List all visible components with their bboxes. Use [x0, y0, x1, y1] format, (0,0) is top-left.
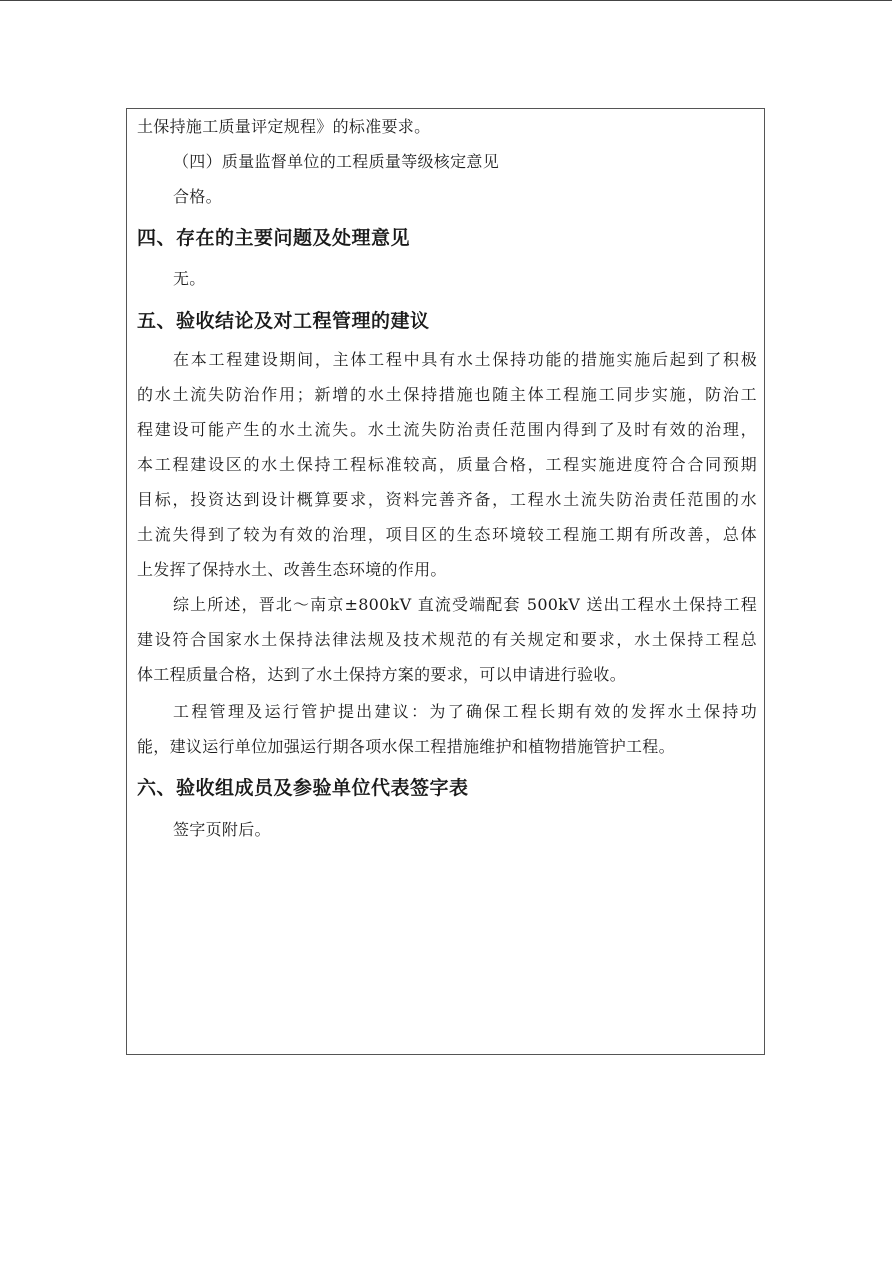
paragraph-line: 综上所述，晋北～南京±800kV 直流受端配套 500kV 送出工程水土保持工程: [173, 595, 757, 614]
section-heading-4: 四、存在的主要问题及处理意见: [137, 227, 411, 249]
paragraph-line: 的水土流失防治作用；新增的水土保持措施也随主体工程施工同步实施，防治工: [137, 385, 757, 404]
subsection-title: （四）质量监督单位的工程质量等级核定意见: [173, 152, 500, 171]
document-frame: [126, 108, 765, 1055]
text-line: 土保持施工质量评定规程》的标准要求。: [137, 117, 431, 136]
paragraph-line: 本工程建设区的水土保持工程标准较高，质量合格，工程实施进度符合合同预期: [137, 455, 757, 474]
paragraph-line: 体工程质量合格，达到了水土保持方案的要求，可以申请进行验收。: [137, 665, 627, 684]
paragraph-line: 能，建议运行单位加强运行期各项水保工程措施维护和植物措施管护工程。: [137, 737, 675, 756]
paragraph-line: 上发挥了保持水土、改善生态环境的作用。: [137, 560, 447, 579]
paragraph-line: 目标，投资达到设计概算要求，资料完善齐备，工程水土流失防治责任范围的水: [137, 490, 757, 509]
paragraph-line: 在本工程建设期间，主体工程中具有水土保持功能的措施实施后起到了积极: [173, 350, 757, 369]
paragraph-line: 建设符合国家水土保持法律法规及技术规范的有关规定和要求，水土保持工程总: [137, 630, 757, 649]
paragraph-line: 工程管理及运行管护提出建议：为了确保工程长期有效的发挥水土保持功: [173, 702, 757, 721]
text-line: 合格。: [173, 187, 222, 206]
text-line: 无。: [173, 269, 206, 288]
paragraph-line: 土流失得到了较为有效的治理，项目区的生态环境较工程施工期有所改善，总体: [137, 525, 757, 544]
text-line: 签字页附后。: [173, 820, 271, 839]
section-heading-6: 六、验收组成员及参验单位代表签字表: [137, 777, 469, 799]
section-heading-5: 五、验收结论及对工程管理的建议: [137, 310, 430, 332]
paragraph-line: 程建设可能产生的水土流失。水土流失防治责任范围内得到了及时有效的治理，: [137, 420, 757, 439]
page-top-rule: [0, 0, 892, 1]
